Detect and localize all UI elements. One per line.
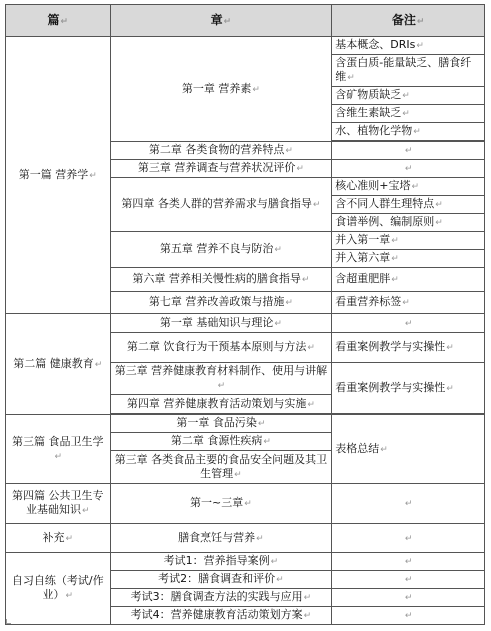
part1-ch4-note: 核心准则+宝塔↵ <box>332 178 485 196</box>
part3-ch2: 第二章 食源性疾病↵ <box>110 433 332 451</box>
part1-ch5-note: 并入第一章↵ <box>332 232 485 250</box>
part1-ch6: 第六章 营养相关慢性病的膳食指导↵ <box>110 268 332 292</box>
part4-chapters: 第一~三章↵ <box>110 484 332 524</box>
part1-ch4-note: 含不同人群生理特点↵ <box>332 196 485 214</box>
part1-ch5: 第五章 营养不良与防治↵ <box>110 232 332 268</box>
supplement-title: 补充↵ <box>6 524 111 553</box>
part1-ch4: 第四章 各类人群的营养需求与膳食指导↵ <box>110 178 332 232</box>
selfstudy-item: 考试2：膳食调查和评价↵ <box>110 571 332 589</box>
part2-ch2-note: 看重案例教学与实操性↵ <box>332 333 485 363</box>
part1-ch1: 第一章 营养素↵ <box>110 37 332 142</box>
corner-mark <box>6 619 11 624</box>
part2-ch1-note: ↵ <box>332 314 485 333</box>
part1-ch1-note: 基本概念、DRIs↵ <box>332 37 485 55</box>
course-structure-table <box>5 4 485 625</box>
part2-ch3: 第三章 营养健康教育材料制作、使用与讲解↵ <box>110 363 332 395</box>
part2-ch4: 第四章 营养健康教育活动策划与实施↵ <box>110 395 332 414</box>
header-chapter: 章↵ <box>110 5 332 37</box>
header-notes: 备注↵ <box>332 5 485 37</box>
part4-note: ↵ <box>332 484 485 524</box>
part2-ch1: 第一章 基础知识与理论↵ <box>110 314 332 333</box>
supplement-note: ↵ <box>332 524 485 553</box>
selfstudy-item: 考试3：膳食调查方法的实践与应用↵ <box>110 589 332 607</box>
part3-ch1: 第一章 食品污染↵ <box>110 415 332 433</box>
part1-ch5-note: 并入第六章↵ <box>332 250 485 268</box>
selfstudy-note: ↵ <box>332 607 485 625</box>
part2-ch34-note: 看重案例教学与实操性↵ <box>332 363 485 414</box>
part1-ch3-note: ↵ <box>332 160 485 178</box>
part4-title: 第四篇 公共卫生专业基础知识↵ <box>6 484 111 524</box>
part1-ch1-note: 含蛋白质-能量缺乏、膳食纤维↵ <box>332 55 485 87</box>
part1-ch4-note: 食谱举例、编制原则↵ <box>332 214 485 232</box>
part1-ch1-note: 水、植物化学物↵ <box>332 123 485 141</box>
part2-ch2: 第二章 饮食行为干预基本原则与方法↵ <box>110 333 332 363</box>
part3-ch3: 第三章 各类食品主要的食品安全问题及其卫生管理↵ <box>110 451 332 484</box>
selfstudy-note: ↵ <box>332 553 485 571</box>
part1-ch1-note: 含矿物质缺乏↵ <box>332 87 485 105</box>
part1-ch7: 第七章 营养改善政策与措施↵ <box>110 292 332 314</box>
part3-note: 表格总结↵ <box>332 415 485 484</box>
selfstudy-note: ↵ <box>332 571 485 589</box>
header-part: 篇↵ <box>6 5 111 37</box>
selfstudy-item: 考试4：营养健康教育活动策划方案↵ <box>110 607 332 625</box>
supplement-content: 膳食烹饪与营养↵ <box>110 524 332 553</box>
part1-ch2: 第二章 各类食物的营养特点↵ <box>110 142 332 160</box>
part1-ch3: 第三章 营养调查与营养状况评价↵ <box>110 160 332 178</box>
part1-ch6-note: 含超重肥胖↵ <box>332 268 485 292</box>
part1-ch1-note: 含维生素缺乏↵ <box>332 105 485 123</box>
header-row <box>6 5 485 37</box>
part1-title: 第一篇 营养学↵ <box>6 37 111 314</box>
selfstudy-title: 自习自练（考试/作业）↵ <box>6 553 111 625</box>
part3-title: 第三篇 食品卫生学↵ <box>6 415 111 484</box>
part1-ch7-note: 看重营养标签↵ <box>332 292 485 314</box>
part2-title: 第二篇 健康教育↵ <box>6 314 111 415</box>
selfstudy-item: 考试1：营养指导案例↵ <box>110 553 332 571</box>
selfstudy-note: ↵ <box>332 589 485 607</box>
part1-ch2-note: ↵ <box>332 142 485 160</box>
